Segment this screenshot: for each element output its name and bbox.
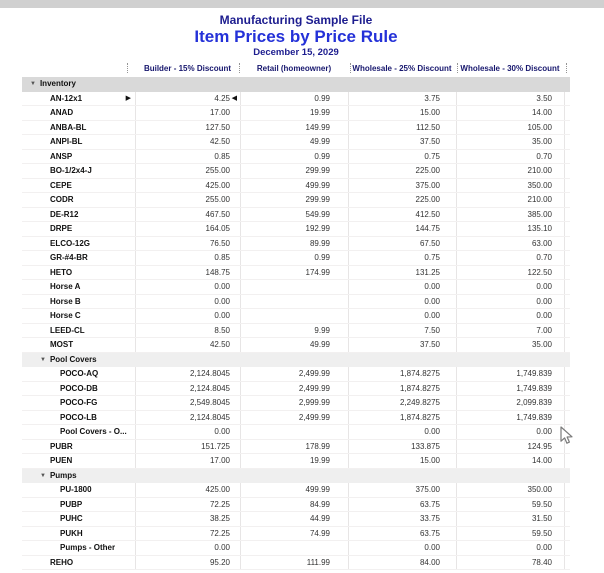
price-cell[interactable]: 49.99 — [309, 137, 330, 146]
price-cell[interactable]: 133.875 — [411, 441, 440, 451]
table-row[interactable] — [22, 237, 570, 252]
price-cell[interactable]: 375.00 — [415, 485, 440, 494]
header-separator — [350, 63, 351, 73]
selected-cell-right-arrow-icon: ▶ — [125, 94, 131, 102]
price-cell[interactable]: 14.00 — [531, 108, 552, 117]
price-cell[interactable]: 59.50 — [531, 499, 552, 509]
table-row[interactable] — [22, 193, 570, 208]
price-cell[interactable]: 105.00 — [527, 122, 552, 132]
price-cell[interactable]: 131.25 — [415, 267, 440, 277]
table-row[interactable] — [22, 164, 570, 179]
price-cell[interactable] — [135, 469, 240, 484]
item-name-cell — [22, 222, 135, 237]
item-name-cell — [22, 353, 135, 368]
item-label: PUEN — [50, 456, 73, 465]
price-cell[interactable]: 31.50 — [531, 514, 552, 523]
price-cell[interactable]: 1,874.8275 — [399, 383, 440, 393]
price-cell[interactable] — [456, 469, 570, 484]
price-cell[interactable]: 42.50 — [209, 340, 230, 349]
price-cell[interactable]: 67.50 — [419, 238, 440, 248]
collapse-triangle-icon[interactable]: ▼ — [40, 356, 46, 363]
price-cell[interactable]: 2,499.99 — [298, 412, 330, 422]
price-cell[interactable]: 37.50 — [419, 340, 440, 349]
table-row[interactable] — [22, 135, 570, 150]
price-cell[interactable] — [240, 309, 348, 324]
price-cell[interactable]: 0.00 — [424, 296, 440, 306]
price-cell[interactable]: 0.70 — [536, 151, 552, 161]
price-cell[interactable] — [456, 353, 570, 368]
price-cell[interactable]: 17.00 — [209, 456, 230, 465]
item-label: Pumps - Other — [60, 543, 116, 552]
item-name-cell — [22, 527, 135, 542]
header-separator — [457, 63, 458, 73]
price-cell[interactable]: 3.50 — [536, 93, 552, 103]
price-cell[interactable]: 412.50 — [415, 209, 440, 219]
price-cell[interactable] — [348, 77, 456, 92]
price-cell[interactable] — [135, 353, 240, 368]
item-label: Horse C — [50, 311, 81, 320]
header-separator — [127, 63, 128, 73]
price-cell[interactable]: 0.85 — [214, 253, 230, 262]
table-row[interactable] — [22, 92, 570, 107]
table-row[interactable] — [22, 382, 570, 397]
table-row[interactable] — [22, 527, 570, 542]
item-label: CEPE — [50, 180, 72, 190]
price-cell[interactable]: 350.00 — [527, 180, 552, 190]
item-label: CODR — [50, 195, 74, 204]
item-label: BO-1/2x4-J — [50, 166, 92, 175]
price-cell[interactable]: 0.70 — [536, 253, 552, 262]
item-label: LEED-CL — [50, 325, 85, 335]
price-cell[interactable]: 350.00 — [527, 485, 552, 494]
price-cell[interactable]: 89.99 — [309, 238, 330, 248]
table-row[interactable] — [22, 266, 570, 281]
item-name-cell — [22, 556, 135, 571]
price-cell[interactable]: 0.85 — [214, 151, 230, 161]
price-cell[interactable]: 0.00 — [214, 543, 230, 552]
price-cell[interactable]: 0.00 — [214, 427, 230, 436]
table-row[interactable] — [22, 222, 570, 237]
table-row[interactable] — [22, 280, 570, 295]
table-row[interactable] — [22, 556, 570, 571]
price-cell[interactable] — [240, 425, 348, 440]
price-cell[interactable]: 299.99 — [305, 166, 330, 175]
price-cell[interactable]: 124.95 — [527, 441, 552, 451]
price-cell[interactable]: 2,124.8045 — [189, 412, 230, 422]
item-name-cell — [22, 266, 135, 281]
price-cell[interactable]: 2,124.8045 — [189, 369, 230, 378]
section-row[interactable] — [22, 469, 570, 484]
item-label: ANBA-BL — [50, 122, 87, 132]
price-cell[interactable]: 164.05 — [205, 224, 230, 233]
selected-cell-left-arrow-icon: ◀ — [231, 94, 237, 102]
price-cell[interactable]: 63.00 — [531, 238, 552, 248]
price-cell[interactable]: 0.00 — [536, 282, 552, 291]
section-row[interactable] — [22, 77, 570, 92]
table-row[interactable] — [22, 179, 570, 194]
price-cell[interactable] — [240, 469, 348, 484]
price-cell[interactable]: 385.00 — [527, 209, 552, 219]
price-cell[interactable]: 59.50 — [531, 528, 552, 538]
price-cell[interactable]: 0.75 — [424, 151, 440, 161]
price-cell[interactable]: 15.00 — [419, 456, 440, 465]
price-cell[interactable] — [240, 280, 348, 295]
price-cell[interactable]: 84.99 — [309, 499, 330, 509]
price-cell[interactable]: 8.50 — [214, 325, 230, 335]
item-name-cell — [22, 135, 135, 150]
item-name-cell — [22, 425, 135, 440]
price-cell[interactable]: 63.75 — [419, 499, 440, 509]
price-cell[interactable]: 15.00 — [419, 108, 440, 117]
table-row[interactable] — [22, 106, 570, 121]
table-row[interactable] — [22, 411, 570, 426]
item-name-cell — [22, 193, 135, 208]
price-cell[interactable]: 2,499.99 — [298, 383, 330, 393]
item-name-cell — [22, 498, 135, 513]
price-cell[interactable]: 1,874.8275 — [399, 369, 440, 378]
item-name-cell — [22, 77, 135, 92]
price-cell[interactable]: 0.99 — [314, 253, 330, 262]
item-name-cell — [22, 512, 135, 527]
price-cell[interactable]: 0.00 — [536, 311, 552, 320]
column-header: Wholesale - 30% Discount — [460, 64, 560, 73]
price-cell[interactable]: 0.75 — [424, 253, 440, 262]
price-cell[interactable]: 37.50 — [419, 137, 440, 146]
item-name-cell — [22, 483, 135, 498]
price-cell[interactable]: 178.99 — [305, 441, 330, 451]
price-cell[interactable]: 0.00 — [536, 427, 552, 436]
price-cell[interactable]: 0.00 — [424, 427, 440, 436]
price-cell[interactable]: 0.99 — [314, 93, 330, 103]
price-cell[interactable]: 42.50 — [209, 137, 230, 146]
price-cell[interactable]: 210.00 — [527, 166, 552, 175]
price-cell[interactable]: 19.99 — [309, 108, 330, 117]
price-cell[interactable]: 2,249.8275 — [399, 398, 440, 407]
column-header: Wholesale - 25% Discount — [352, 64, 452, 73]
mouse-cursor-icon — [558, 426, 574, 451]
price-cell[interactable]: 74.99 — [309, 528, 330, 538]
price-cell[interactable] — [240, 541, 348, 556]
price-cell[interactable]: 17.00 — [209, 108, 230, 117]
price-cell[interactable]: 144.75 — [415, 224, 440, 233]
price-cell[interactable]: 2,999.99 — [298, 398, 330, 407]
item-name-cell — [22, 324, 135, 339]
price-cell[interactable]: 225.00 — [415, 166, 440, 175]
item-label: POCO-AQ — [60, 369, 99, 378]
header-separator — [239, 63, 240, 73]
item-name-cell — [22, 338, 135, 353]
price-cell[interactable]: 1,749.839 — [516, 412, 552, 422]
price-cell[interactable]: 122.50 — [527, 267, 552, 277]
table-row[interactable] — [22, 208, 570, 223]
item-label: PU-1800 — [60, 485, 92, 494]
price-cell[interactable]: 0.00 — [424, 311, 440, 320]
price-cell[interactable]: 72.25 — [209, 499, 230, 509]
item-name-cell — [22, 367, 135, 382]
item-name-cell — [22, 251, 135, 266]
price-cell[interactable]: 78.40 — [531, 557, 552, 567]
company-name: Manufacturing Sample File — [219, 13, 373, 27]
report-date: December 15, 2029 — [253, 47, 339, 58]
item-label: POCO-FG — [60, 398, 98, 407]
item-name-cell — [22, 106, 135, 121]
item-name-cell — [22, 121, 135, 136]
item-label: POCO-LB — [60, 412, 97, 422]
item-name-cell — [22, 396, 135, 411]
price-cell[interactable]: 467.50 — [205, 209, 230, 219]
item-name-cell — [22, 295, 135, 310]
item-name-cell — [22, 309, 135, 324]
price-cell[interactable]: 149.99 — [305, 122, 330, 132]
price-cell[interactable]: 0.00 — [424, 543, 440, 552]
price-cell[interactable]: 111.99 — [306, 557, 330, 567]
price-cell[interactable]: 49.99 — [309, 340, 330, 349]
item-name-cell — [22, 411, 135, 426]
price-cell[interactable]: 35.00 — [531, 340, 552, 349]
price-cell[interactable]: 76.50 — [209, 238, 230, 248]
price-cell[interactable]: 84.00 — [419, 557, 440, 567]
price-cell[interactable]: 549.99 — [305, 209, 330, 219]
item-label: PUKH — [60, 528, 83, 538]
table-row[interactable] — [22, 512, 570, 527]
table-row[interactable] — [22, 483, 570, 498]
item-label: POCO-DB — [60, 383, 98, 393]
price-cell[interactable]: 1,749.839 — [516, 369, 552, 378]
price-cell[interactable]: 499.99 — [305, 180, 330, 190]
item-label: ANPI-BL — [50, 137, 83, 146]
table-row[interactable] — [22, 396, 570, 411]
price-cell[interactable]: 0.00 — [424, 282, 440, 291]
price-cell[interactable]: 33.75 — [419, 514, 440, 523]
price-cell[interactable]: 127.50 — [205, 122, 230, 132]
price-cell[interactable]: 7.00 — [536, 325, 552, 335]
item-label: MOST — [50, 340, 74, 349]
item-label: Horse B — [50, 296, 81, 306]
item-name-cell — [22, 179, 135, 194]
table-row[interactable] — [22, 541, 570, 556]
price-cell[interactable] — [135, 77, 240, 92]
table-row[interactable] — [22, 324, 570, 339]
table-row[interactable] — [22, 309, 570, 324]
item-label: ELCO-12G — [50, 238, 91, 248]
price-cell[interactable]: 425.00 — [205, 180, 230, 190]
price-cell[interactable]: 0.99 — [314, 151, 330, 161]
price-cell[interactable]: 2,124.8045 — [189, 383, 230, 393]
item-label: DRPE — [50, 224, 73, 233]
price-cell[interactable]: 14.00 — [531, 456, 552, 465]
price-cell[interactable]: 112.50 — [416, 122, 440, 132]
item-name-cell — [22, 469, 135, 484]
item-name-cell — [22, 164, 135, 179]
price-cell[interactable] — [348, 469, 456, 484]
item-label: Pool Covers — [49, 354, 97, 364]
item-name-cell — [22, 150, 135, 165]
table-row[interactable] — [22, 150, 570, 165]
price-cell[interactable]: 148.75 — [205, 267, 230, 277]
price-cell[interactable]: 225.00 — [415, 195, 440, 204]
price-cell[interactable]: 192.99 — [305, 224, 330, 233]
price-cell[interactable]: 38.25 — [209, 514, 230, 523]
item-label: Pool Covers - O... — [60, 427, 127, 436]
item-label: PUHC — [60, 514, 83, 523]
table-row[interactable] — [22, 454, 570, 469]
item-label: ANSP — [50, 151, 73, 161]
price-cell[interactable]: 35.00 — [531, 137, 552, 146]
table-row[interactable] — [22, 498, 570, 513]
column-header: Retail (homeowner) — [256, 64, 332, 73]
item-label: HETO — [50, 267, 73, 277]
item-name-cell — [22, 382, 135, 397]
price-cell[interactable]: 95.20 — [209, 557, 230, 567]
price-cell[interactable]: 210.00 — [527, 195, 552, 204]
item-name-cell — [22, 92, 135, 107]
header-separator — [566, 63, 567, 73]
item-name-cell — [22, 208, 135, 223]
table-row[interactable] — [22, 440, 570, 455]
price-cell[interactable]: 135.10 — [527, 224, 552, 233]
price-cell[interactable]: 299.99 — [305, 195, 330, 204]
table-row[interactable] — [22, 251, 570, 266]
price-cell[interactable]: 499.99 — [305, 485, 330, 494]
item-name-cell — [22, 237, 135, 252]
table-row[interactable] — [22, 425, 570, 440]
price-cell[interactable]: 255.00 — [205, 195, 230, 204]
item-label: DE-R12 — [50, 209, 79, 219]
price-cell[interactable]: 19.99 — [309, 456, 330, 465]
section-row[interactable] — [22, 353, 570, 368]
price-cell[interactable]: 72.25 — [209, 528, 230, 538]
item-name-cell — [22, 454, 135, 469]
price-cell[interactable]: 0.00 — [214, 282, 230, 291]
price-cell[interactable]: 255.00 — [205, 166, 230, 175]
price-cell[interactable]: 63.75 — [419, 528, 440, 538]
item-name-cell — [22, 280, 135, 295]
price-cell[interactable] — [240, 295, 348, 310]
price-cell[interactable] — [240, 353, 348, 368]
item-label: Inventory — [39, 79, 76, 88]
item-name-cell — [22, 440, 135, 455]
collapse-triangle-icon[interactable]: ▼ — [40, 472, 46, 479]
report-title: Item Prices by Price Rule — [194, 27, 398, 46]
table-row[interactable] — [22, 295, 570, 310]
column-header: Builder - 15% Discount — [143, 64, 232, 73]
table-row[interactable] — [22, 367, 570, 382]
item-label: PUBP — [60, 499, 83, 509]
price-cell[interactable]: 425.00 — [205, 485, 230, 494]
price-cell[interactable]: 4.25 ◀ — [135, 92, 240, 107]
price-cell[interactable]: 0.00 — [214, 296, 230, 306]
price-cell[interactable]: 7.50 — [424, 325, 440, 335]
price-cell[interactable]: 174.99 — [305, 267, 330, 277]
price-cell[interactable]: 0.00 — [214, 311, 230, 320]
price-cell[interactable] — [240, 77, 348, 92]
price-cell[interactable]: 151.725 — [201, 441, 230, 451]
price-cell[interactable]: 2,499.99 — [298, 369, 330, 378]
price-cell[interactable]: 2,099.839 — [516, 398, 552, 407]
collapse-triangle-icon[interactable]: ▼ — [30, 81, 36, 87]
price-cell[interactable]: 375.00 — [415, 180, 440, 190]
report-top-strip — [0, 0, 604, 8]
item-label: PUBR — [50, 441, 73, 451]
price-cell[interactable]: 44.99 — [309, 514, 330, 523]
item-name-cell — [22, 541, 135, 556]
price-cell[interactable]: 0.00 — [536, 543, 552, 552]
price-cell[interactable]: 9.99 — [314, 325, 330, 335]
item-label: GR-#4-BR — [50, 253, 88, 262]
price-cell[interactable]: 1,874.8275 — [399, 412, 440, 422]
price-cell[interactable]: 0.00 — [536, 296, 552, 306]
item-label: AN-12x1 — [50, 93, 83, 103]
table-row[interactable] — [22, 338, 570, 353]
price-cell[interactable]: 2,549.8045 — [189, 398, 230, 407]
item-label: Horse A — [50, 282, 81, 291]
price-cell[interactable] — [456, 77, 570, 92]
item-label: REHO — [50, 557, 74, 567]
price-cell[interactable]: 3.75 — [424, 93, 440, 103]
price-cell[interactable]: 1,749.839 — [516, 383, 552, 393]
item-label: ANAD — [50, 108, 74, 117]
item-label: Pumps — [49, 470, 77, 480]
price-cell[interactable] — [348, 353, 456, 368]
table-row[interactable] — [22, 121, 570, 136]
report-body — [0, 77, 604, 570]
column-header-row — [0, 61, 604, 76]
